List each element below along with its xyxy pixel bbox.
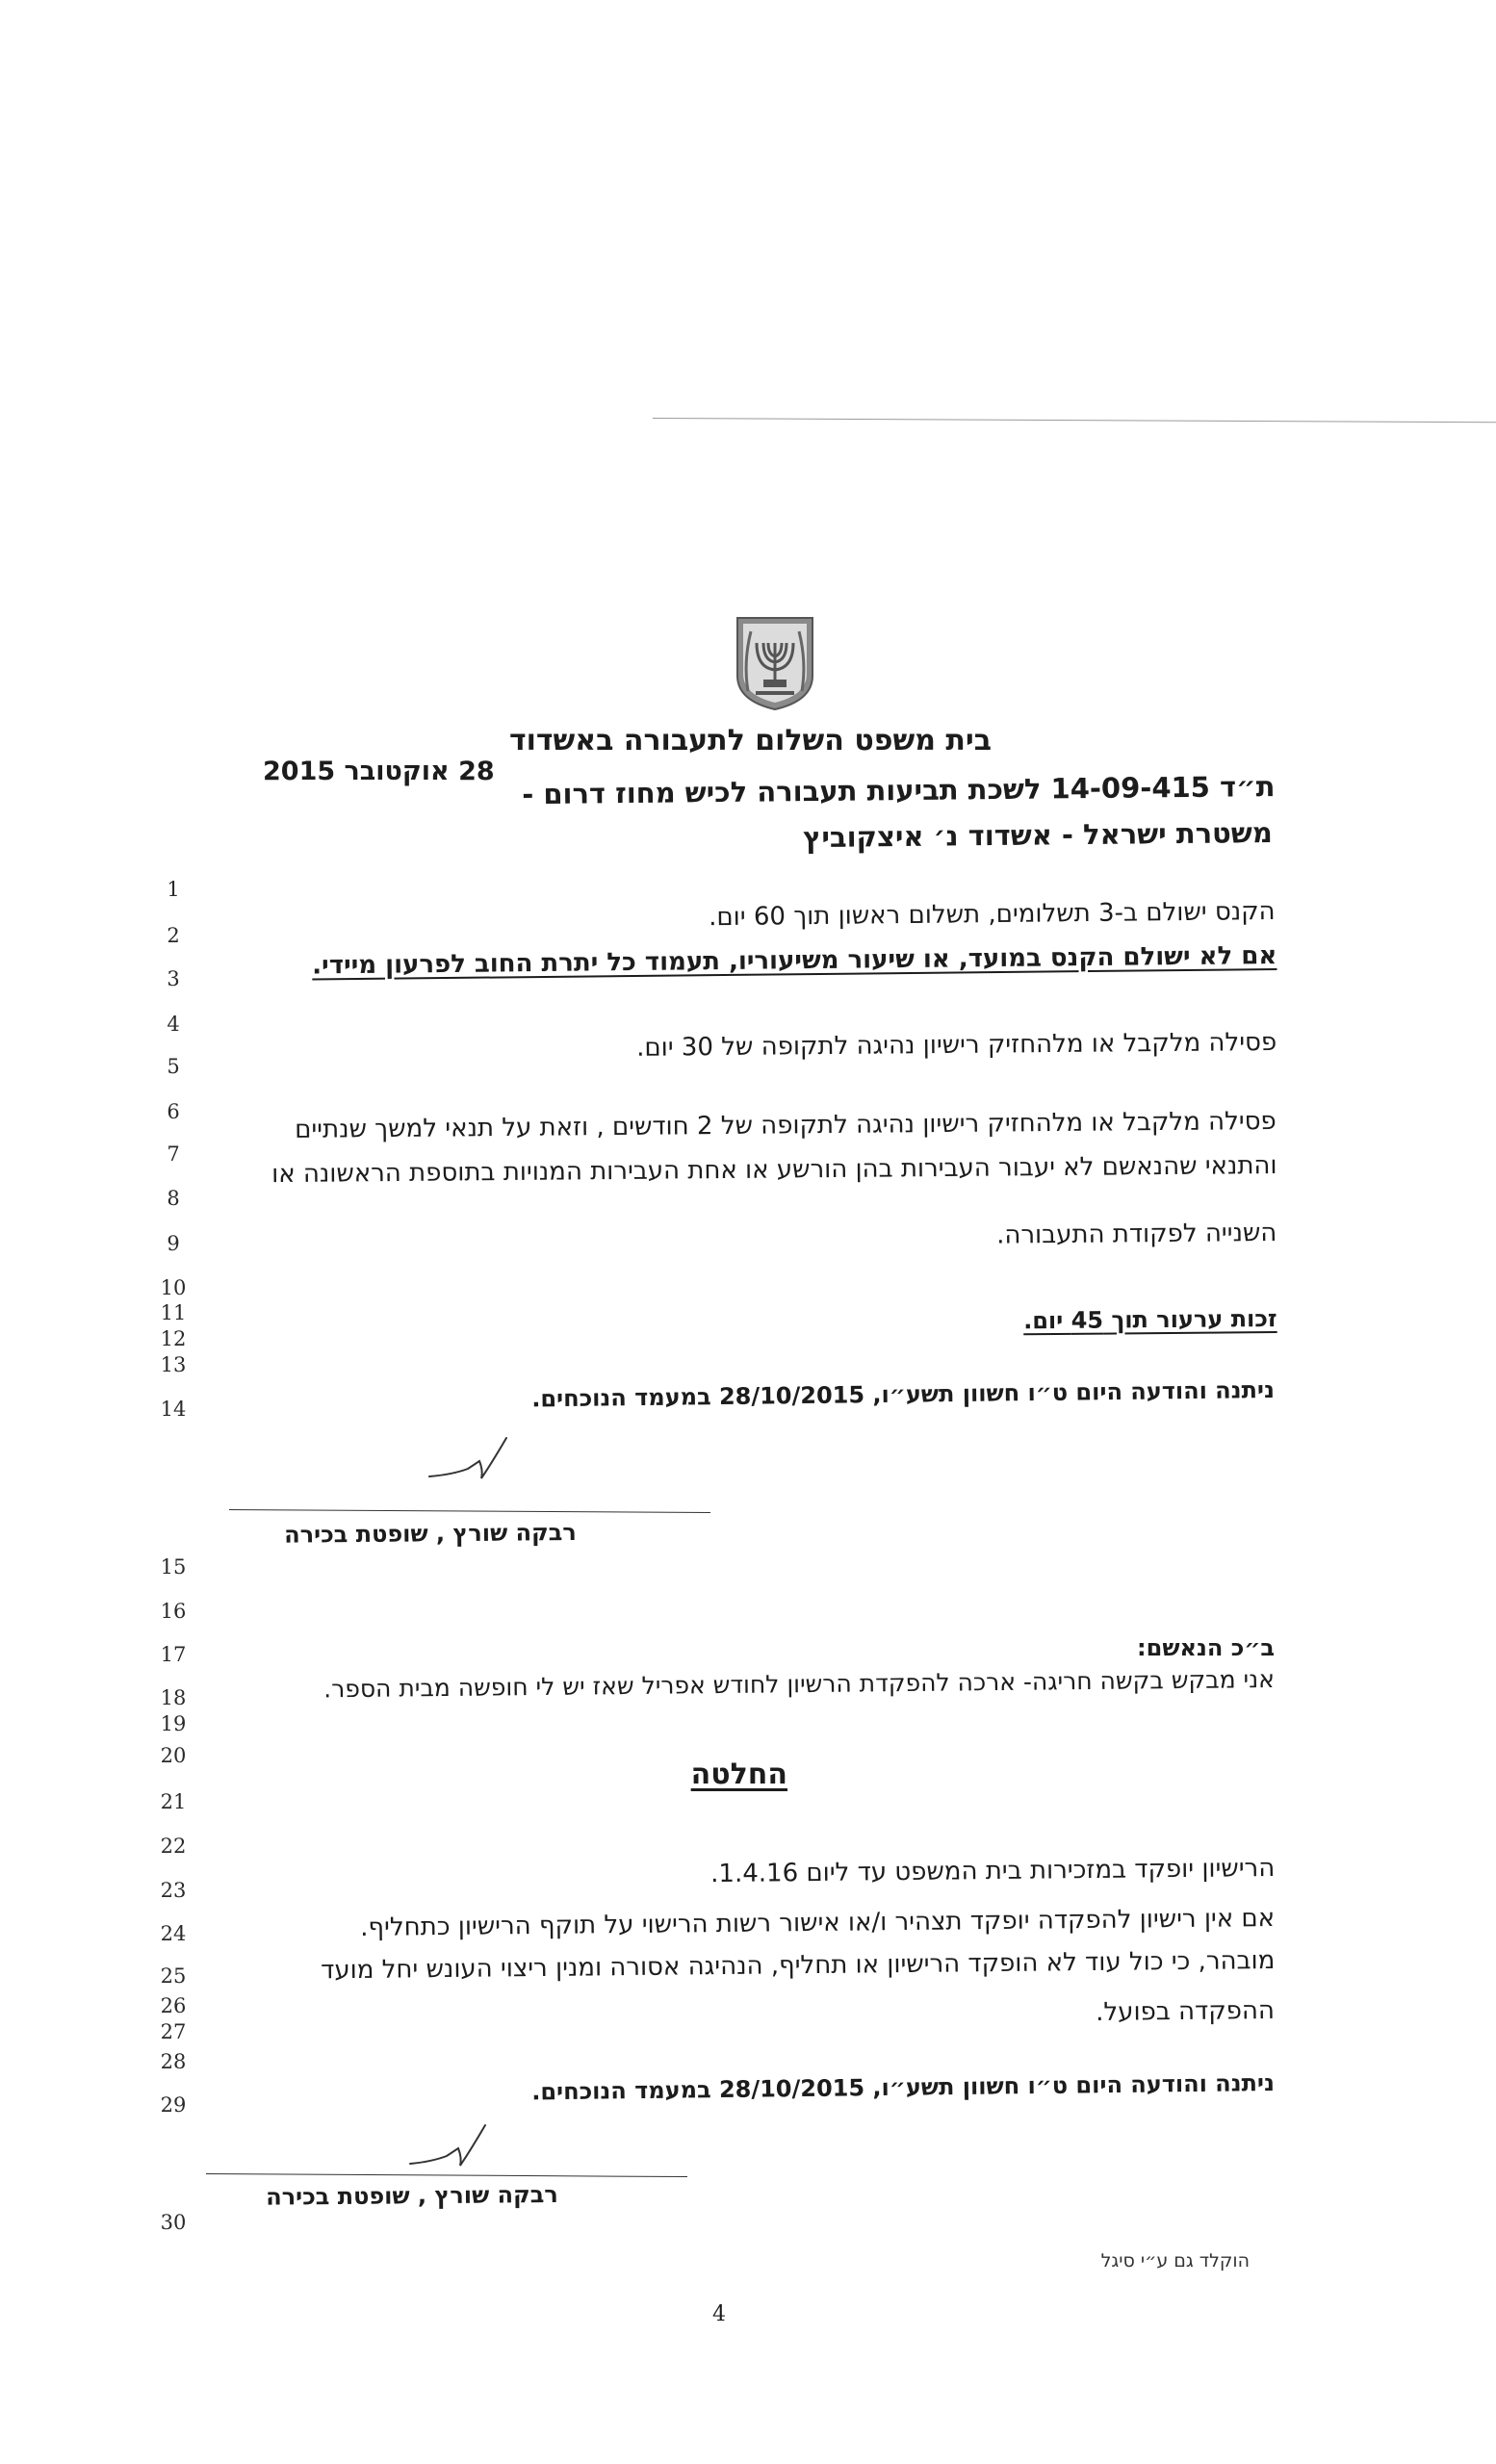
signature-scribble xyxy=(404,2118,501,2175)
line-number: 7 xyxy=(167,1142,180,1166)
conditional-disqualification-line: פסילה מלקבל או מלהחזיק רישיון נהיגה לתקופה של 2 חודשים , וזאת על תנאי למשך שנתיים xyxy=(295,1107,1277,1144)
line-number: 3 xyxy=(167,967,180,990)
typist-note: הוקלד גם ע״י סיגל xyxy=(1100,2250,1250,2272)
state-emblem-icon xyxy=(732,614,818,712)
line-number: 9 xyxy=(167,1232,180,1255)
line-number: 1 xyxy=(167,878,180,901)
fine-payment-line: הקנס ישולם ב-3 תשלומים, תשלום ראשון תוך 60 יום. xyxy=(708,897,1276,933)
case-number: ת״ד 14-09-415 לשכת תביעות תעבורה לכיש מחוז דרום - xyxy=(521,770,1276,811)
line-number: 22 xyxy=(160,1835,187,1858)
given-statement: ניתנה והודעה היום ט״ו חשוון תשע״ו, 28/10/2015 במעמד הנוכחים. xyxy=(531,1376,1276,1413)
line-number: 30 xyxy=(160,2211,187,2234)
conditional-disqualification-line: השנייה לפקודת התעבורה. xyxy=(995,1219,1277,1250)
decision-given-statement: ניתנה והודעה היום ט״ו חשוון תשע״ו, 28/10/2015 במעמד הנוכחים. xyxy=(531,2069,1276,2106)
document-date: 28 אוקטובר 2015 xyxy=(263,757,495,786)
case-parties: משטרת ישראל - אשדוד נ׳ איצקוביץ xyxy=(803,816,1274,855)
appeal-right: זכות ערעור תוך 45 יום. xyxy=(1022,1305,1277,1335)
decision-title: החלטה xyxy=(690,1758,787,1791)
line-number: 12 xyxy=(160,1327,187,1350)
decision-line: מובהר, כי כול עוד לא הופקד הרישיון או תחליף, הנהיגה אסורה ומנין ריצוי העונש יחל מועד xyxy=(320,1946,1276,1986)
defense-label: ב״כ הנאשם: xyxy=(1137,1634,1275,1661)
line-number: 28 xyxy=(160,2050,187,2073)
court-name: בית משפט השלום לתעבורה באשדוד xyxy=(508,724,992,757)
line-number: 10 xyxy=(160,1276,187,1299)
judge-signature: רבקה שורץ , שופטת בכירה xyxy=(266,2181,559,2211)
judge-signature: רבקה שורץ , שופטת בכירה xyxy=(284,1519,578,1549)
line-number: 8 xyxy=(167,1187,180,1210)
decision-line: אם אין רישיון להפקדה יופקד תצהיר ו/או אישור רשות הרישוי על תוקף הרישיון כתחליף. xyxy=(360,1904,1276,1942)
line-number: 21 xyxy=(160,1790,187,1813)
line-number: 15 xyxy=(160,1555,187,1578)
line-number: 19 xyxy=(160,1712,187,1735)
line-number: 27 xyxy=(160,2020,187,2043)
signature-line xyxy=(229,1509,710,1513)
line-number: 29 xyxy=(160,2093,187,2117)
line-number: 4 xyxy=(167,1013,180,1036)
conditional-disqualification-line: והתנאי שהנאשם לא יעבור העבירות בהן הורשע או אחת העבירות המנויות בתוספת הראשונה או xyxy=(271,1151,1277,1190)
signature-line xyxy=(206,2173,687,2177)
line-number: 23 xyxy=(160,1879,187,1902)
signature-scribble xyxy=(424,1432,520,1490)
line-number: 20 xyxy=(160,1744,187,1767)
page-number: 4 xyxy=(712,2302,726,2326)
disqualification-30-days: פסילה מלקבל או מלהחזיק רישיון נהיגה לתקופה של 30 יום. xyxy=(635,1028,1277,1063)
line-number: 25 xyxy=(160,1964,187,1988)
line-number: 24 xyxy=(160,1922,187,1945)
line-number: 16 xyxy=(160,1600,187,1623)
decision-line: ההפקדה בפועל. xyxy=(1096,1996,1276,2027)
line-number: 17 xyxy=(160,1643,187,1666)
line-number: 2 xyxy=(167,924,180,947)
line-number: 13 xyxy=(160,1353,187,1376)
line-number: 18 xyxy=(160,1686,187,1709)
defense-request: אני מבקש בקשה חריגה- ארכה להפקדת הרשיון לחודש אפריל שאז יש לי חופשה מבית הספר. xyxy=(323,1665,1276,1704)
top-rule xyxy=(653,418,1496,423)
line-number: 6 xyxy=(167,1100,180,1123)
line-number: 11 xyxy=(160,1301,187,1324)
decision-line: הרישיון יופקד במזכירות בית המשפט עד ליום 1.4.16. xyxy=(709,1854,1276,1889)
line-number: 26 xyxy=(160,1994,187,2017)
line-number: 5 xyxy=(167,1055,180,1078)
fine-warning-line: אם לא ישולם הקנס במועד, או שיעור משיעוריו, תעמוד כל יתרת החוב לפרעון מיידי. xyxy=(311,941,1277,981)
line-number: 14 xyxy=(160,1398,187,1421)
